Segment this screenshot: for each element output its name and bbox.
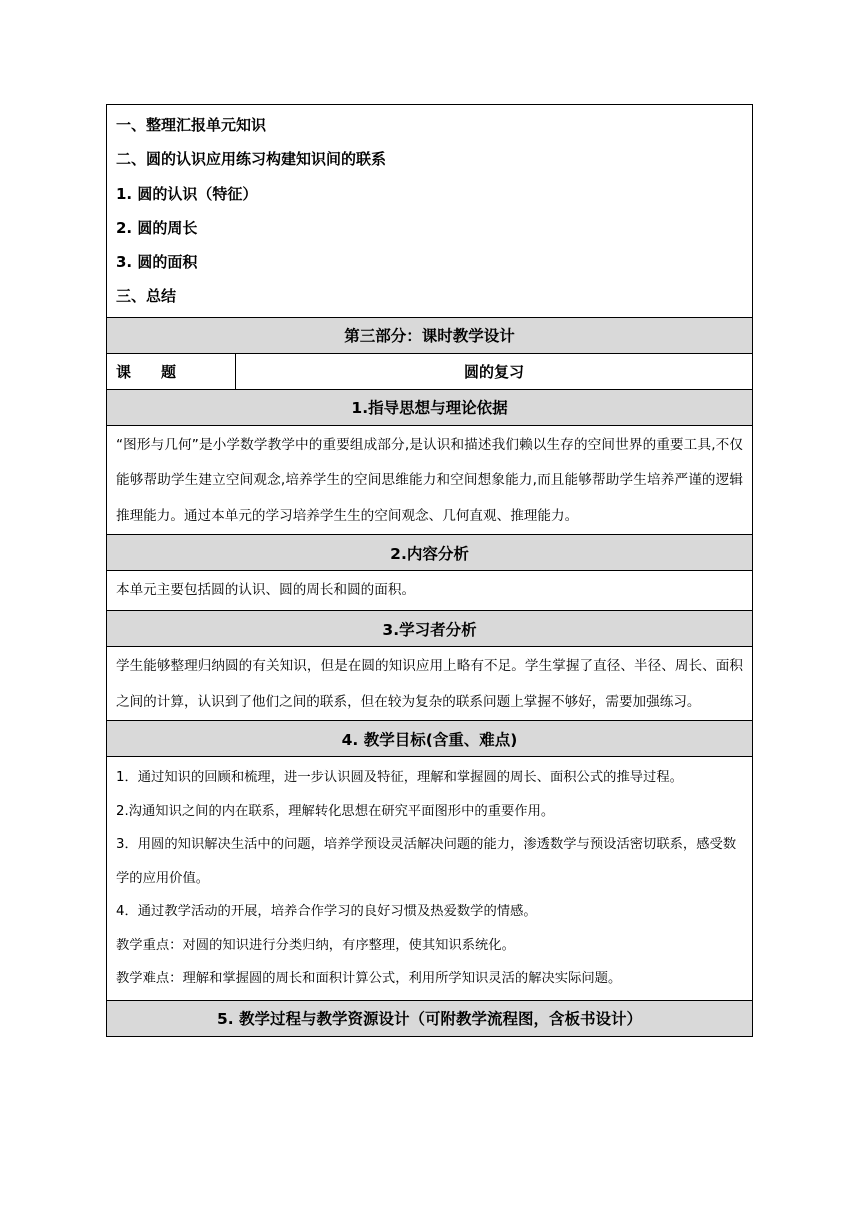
outline-cell <box>107 105 753 318</box>
objective-item-2: 2.沟通知识之间的内在联系，理解转化思想在研究平面图形中的重要作用。 <box>116 803 555 819</box>
objective-item-3: 3．用圆的知识解决生活中的问题，培养学预设灵活解决问题的能力，渗透数学与预设活密切联系，感受数学的应用价值。 <box>116 837 737 886</box>
learner-title: 3.学习者分析 <box>107 611 753 647</box>
topic-row <box>107 353 753 389</box>
learner-body-row <box>107 647 753 721</box>
objective-item-4: 4．通过教学活动的开展，培养合作学习的良好习惯及热爱数学的情感。 <box>116 904 537 920</box>
objectives-body-row <box>107 757 753 1001</box>
outline-row <box>107 105 753 318</box>
outline-line-4: 2. 圆的周长 <box>116 218 198 237</box>
outline-line-5: 3. 圆的面积 <box>116 253 198 272</box>
objective-item-1: 1．通过知识的回顾和梳理，进一步认识圆及特征，理解和掌握圆的周长、面积公式的推导过程。 <box>116 770 683 786</box>
outline-line-2: 二、圆的认识应用练习构建知识间的联系 <box>116 150 387 169</box>
guiding-title: 1.指导思想与理论依据 <box>107 389 753 425</box>
guiding-text: “图形与几何”是小学数学教学中的重要组成部分,是认识和描述我们赖以生存的空间世界的重要工具,不仅能够帮助学生建立空间观念,培养学生的空间思维能力和空间想象能力,而且能够帮助学生培养严谨的逻辑推理能力。通过本单元的学习培养学生生的空间观念、几何直观、推理能力。 <box>107 425 753 535</box>
learner-text: 学生能够整理归纳圆的有关知识，但是在圆的知识应用上略有不足。学生掌握了直径、半径、周长、面积之间的计算，认识到了他们之间的联系，但在较为复杂的联系问题上掌握不够好，需要加强练习。 <box>107 647 753 721</box>
content-text: 本单元主要包括圆的认识、圆的周长和圆的面积。 <box>107 571 753 611</box>
outline-line-6: 三、总结 <box>116 287 177 306</box>
learner-header-row <box>107 611 753 647</box>
guiding-body-row <box>107 425 753 535</box>
content-title: 2.内容分析 <box>107 535 753 571</box>
key-point: 教学重点：对圆的知识进行分类归纳，有序整理，使其知识系统化。 <box>116 937 515 953</box>
part3-title: 第三部分：课时教学设计 <box>107 317 753 353</box>
outline-line-3: 1. 圆的认识（特征） <box>116 184 258 203</box>
outline-line-1: 一、整理汇报单元知识 <box>116 116 267 134</box>
topic-label: 课 题 <box>107 353 236 389</box>
process-header-row <box>107 1000 753 1036</box>
objectives-title: 4. 教学目标(含重、难点) <box>107 721 753 757</box>
process-title: 5. 教学过程与教学资源设计（可附教学流程图，含板书设计） <box>107 1000 753 1036</box>
topic-value: 圆的复习 <box>236 353 753 389</box>
lesson-plan-table <box>106 104 753 1037</box>
objectives-header-row <box>107 721 753 757</box>
content-header-row <box>107 535 753 571</box>
part3-header-row <box>107 317 753 353</box>
difficult-point: 教学难点：理解和掌握圆的周长和面积计算公式，利用所学知识灵活的解决实际问题。 <box>116 971 622 987</box>
content-body-row <box>107 571 753 611</box>
objectives-cell <box>107 757 753 1001</box>
guiding-header-row <box>107 389 753 425</box>
